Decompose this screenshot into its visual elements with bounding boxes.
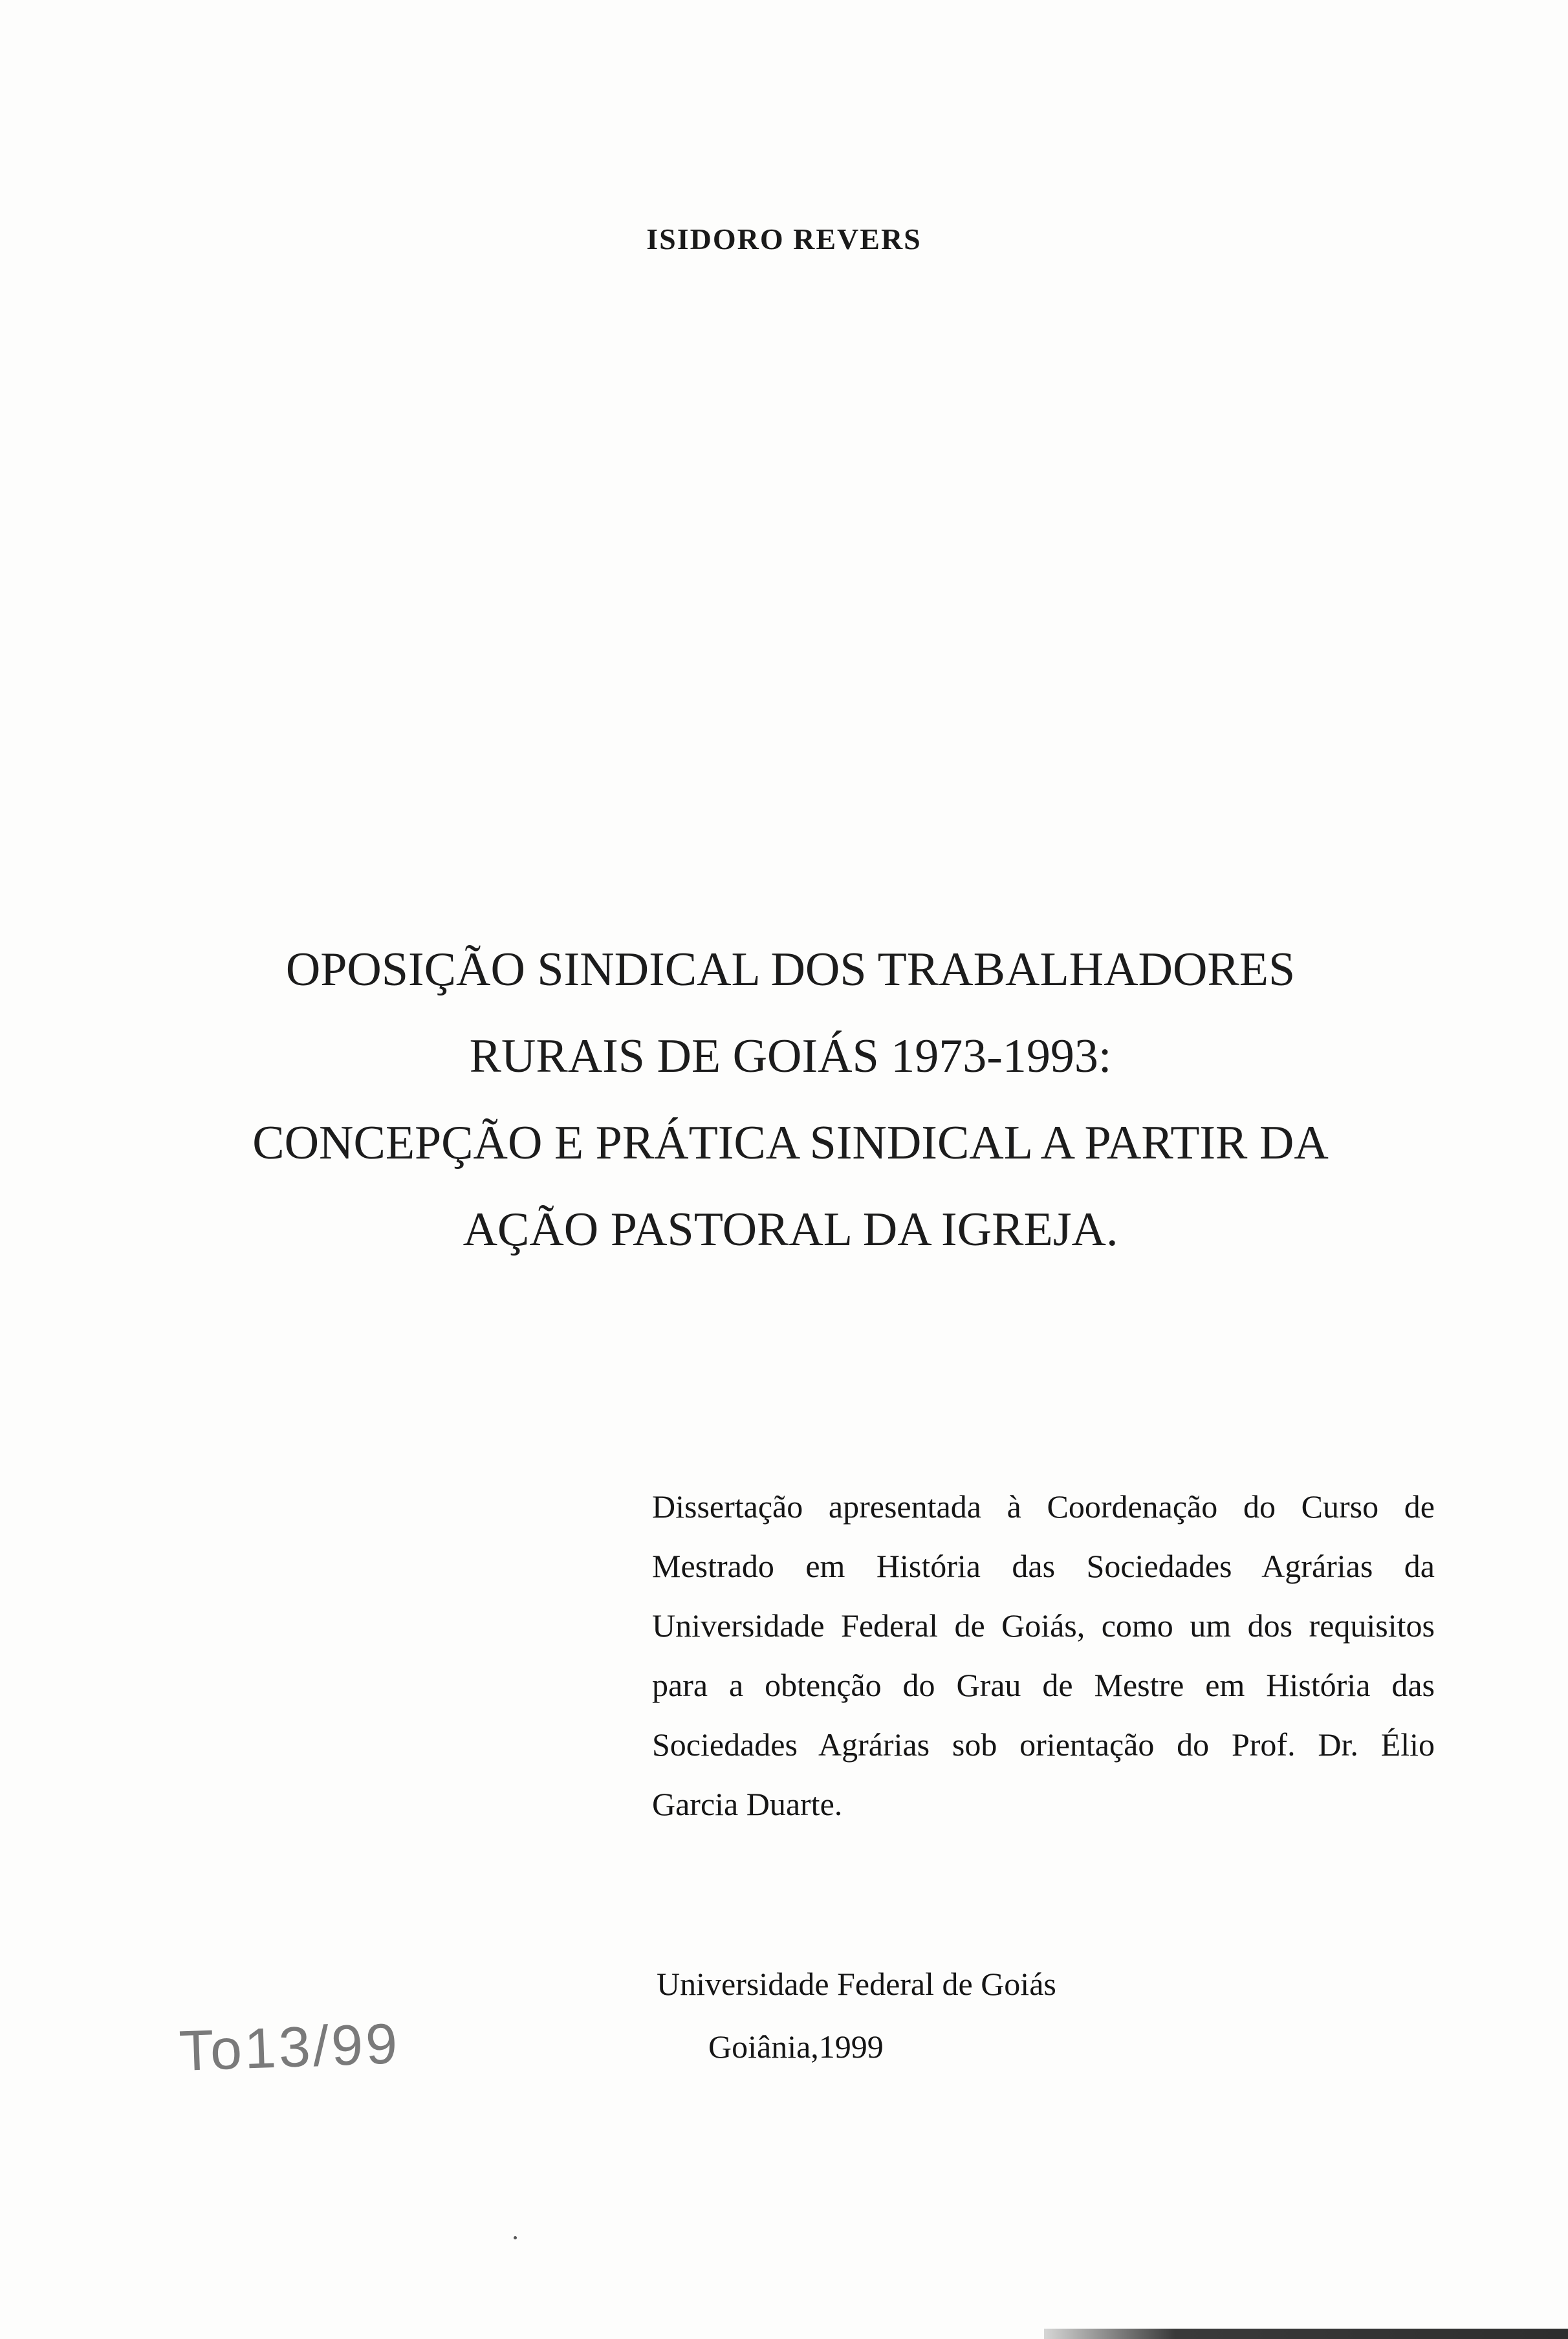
place-and-year: Goiânia,1999 bbox=[708, 2029, 884, 2065]
statement-line: Dissertação apresentada à Coordenação do Curso de bbox=[652, 1488, 1435, 1525]
dissertation-statement bbox=[652, 1477, 1435, 1834]
scan-speck bbox=[514, 2236, 517, 2239]
title-line: CONCEPÇÃO E PRÁTICA SINDICAL A PARTIR DA bbox=[252, 1116, 1329, 1170]
institution-name: Universidade Federal de Goiás bbox=[657, 1966, 1056, 2002]
scan-edge-shadow bbox=[1044, 2329, 1568, 2339]
statement-line: Mestrado em História das Sociedades Agrárias da bbox=[652, 1548, 1435, 1584]
statement-line: Sociedades Agrárias sob orientação do Prof. Dr. Élio bbox=[652, 1726, 1435, 1763]
dissertation-title bbox=[13, 926, 1568, 1273]
handwritten-catalog-note: To13/99 bbox=[178, 2011, 401, 2083]
author-name: ISIDORO REVERS bbox=[646, 223, 922, 256]
title-line: RURAIS DE GOIÁS 1973-1993: bbox=[469, 1030, 1112, 1083]
statement-line: Universidade Federal de Goiás, como um dos requisitos bbox=[652, 1607, 1435, 1644]
statement-line: Garcia Duarte. bbox=[652, 1786, 843, 1822]
title-line: OPOSIÇÃO SINDICAL DOS TRABALHADORES bbox=[285, 943, 1296, 996]
title-line: AÇÃO PASTORAL DA IGREJA. bbox=[463, 1203, 1118, 1256]
statement-line: para a obtenção do Grau de Mestre em História das bbox=[652, 1667, 1435, 1703]
